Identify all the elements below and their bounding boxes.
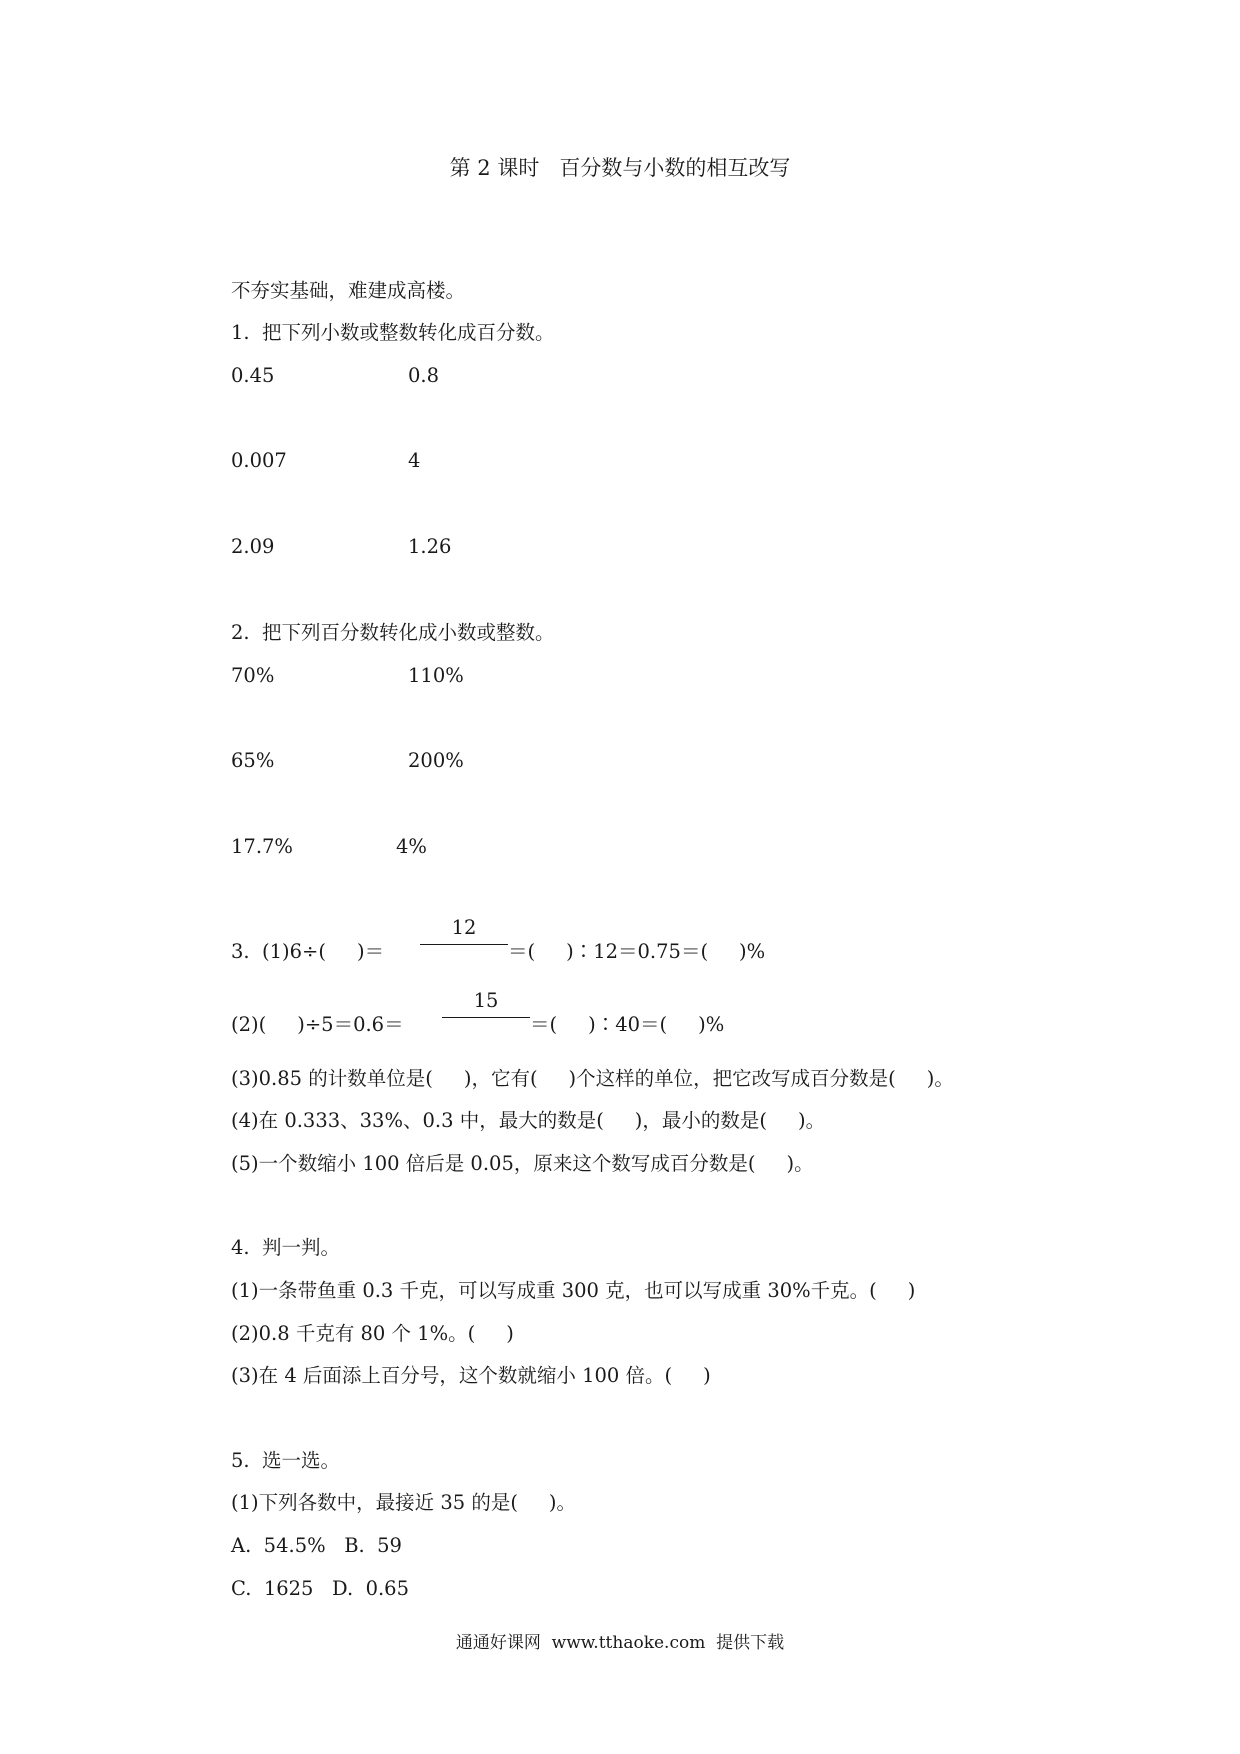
q2-item: 70%: [231, 664, 275, 687]
q4-item: (3)在 4 后面添上百分号，这个数就缩小 100 倍。( ): [231, 1364, 711, 1387]
q1-item: 4: [408, 449, 421, 472]
intro-text: 不夯实基础，难建成高楼。: [231, 279, 466, 302]
q5-heading: 5. 选一选。: [231, 1449, 341, 1472]
q5-options-row: A. 54.5% B. 59: [231, 1534, 402, 1557]
q2-item: 110%: [408, 664, 464, 687]
q4-item: (2)0.8 千克有 80 个 1%。( ): [231, 1322, 514, 1345]
q5-question: (1)下列各数中，最接近 35 的是( )。: [231, 1491, 577, 1514]
q1-item: 1.26: [408, 535, 452, 558]
fraction-bar: [442, 1017, 530, 1018]
q3-line2-end: ＝( )∶40＝( )%: [530, 1013, 725, 1036]
q3-line5: (5)一个数缩小 100 倍后是 0.05，原来这个数写成百分数是( )。: [231, 1152, 814, 1175]
q2-item: 65%: [231, 749, 275, 772]
q4-item: (1)一条带鱼重 0.3 千克，可以写成重 300 克，也可以写成重 30%千克。( ): [231, 1279, 916, 1302]
q1-item: 0.007: [231, 449, 287, 472]
q2-item: 4%: [396, 835, 427, 858]
q1-item: 2.09: [231, 535, 275, 558]
q1-item: 0.45: [231, 364, 275, 387]
q3-line2-start: (2)( )÷5＝0.6＝: [231, 1013, 404, 1036]
page-title: 第 2 课时 百分数与小数的相互改写: [449, 156, 791, 180]
q4-heading: 4. 判一判。: [231, 1236, 341, 1259]
fraction-numerator: 12: [451, 916, 477, 939]
q3-line1-fraction: [420, 917, 508, 945]
q1-heading: 1. 把下列小数或整数转化成百分数。: [231, 321, 555, 344]
q2-item: 17.7%: [231, 835, 293, 858]
q2-item: 200%: [408, 749, 464, 772]
fraction-bar: [420, 944, 508, 945]
q1-item: 0.8: [408, 364, 440, 387]
fraction-numerator: 15: [473, 989, 499, 1012]
q3-line3: (3)0.85 的计数单位是( )，它有( )个这样的单位，把它改写成百分数是( )。: [231, 1067, 954, 1090]
q2-heading: 2. 把下列百分数转化成小数或整数。: [231, 621, 555, 644]
footer-text: 通通好课网 www.tthaoke.com 提供下载: [455, 1633, 785, 1653]
q3-line4: (4)在 0.333、33%、0.3 中，最大的数是( )，最小的数是( )。: [231, 1109, 826, 1132]
q5-options-row: C. 1625 D. 0.65: [231, 1577, 409, 1600]
q3-line2-fraction: [442, 990, 530, 1018]
q3-line1-start: 3. (1)6÷( )＝: [231, 940, 385, 963]
q3-line1-end: ＝( )∶12＝0.75＝( )%: [508, 940, 766, 963]
